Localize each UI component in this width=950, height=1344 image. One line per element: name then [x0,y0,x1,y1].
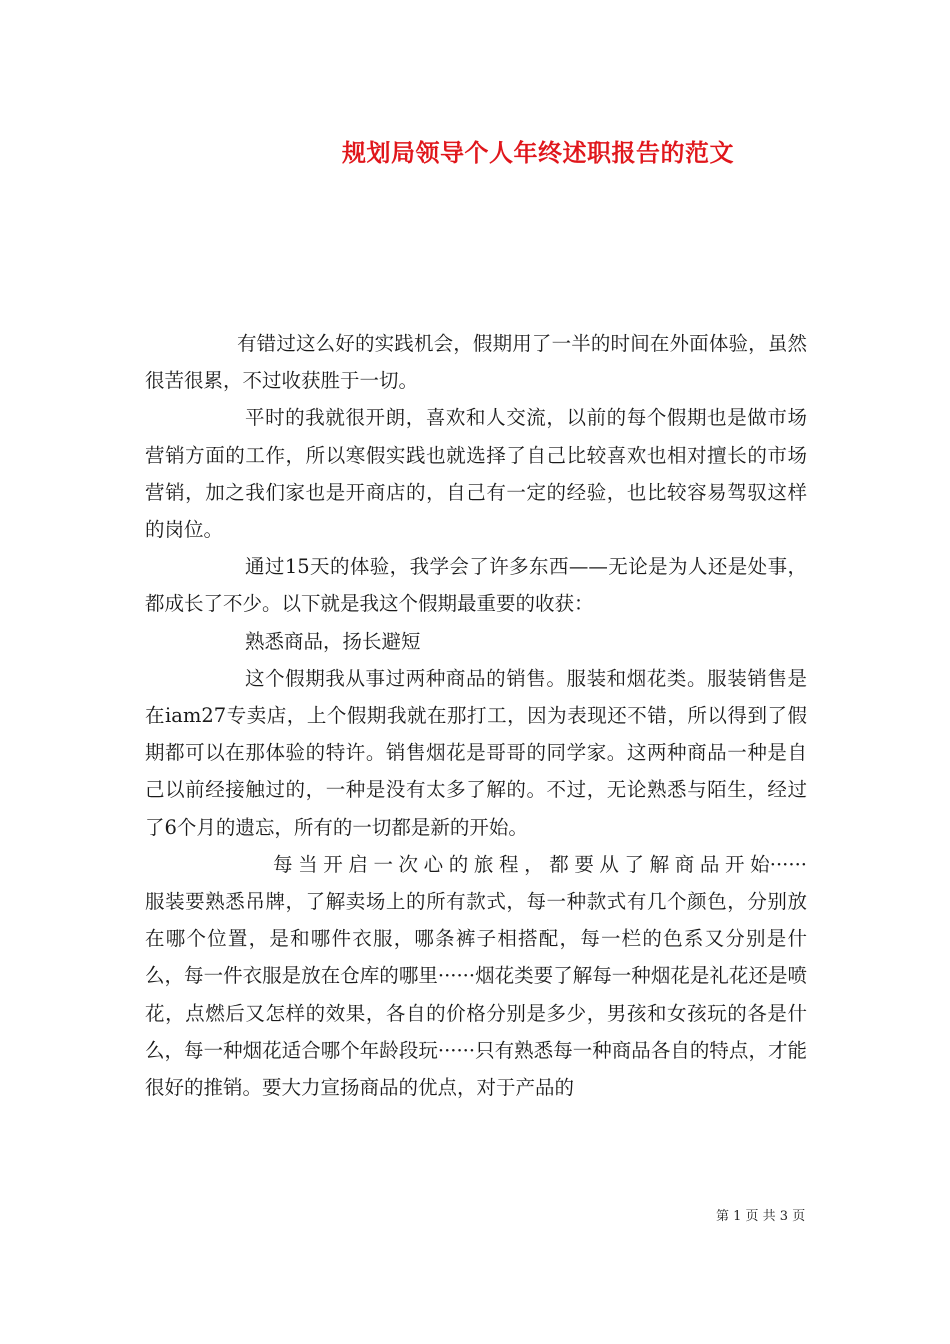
paragraph-3: 通过15天的体验，我学会了许多东西——无论是为人还是处事，都成长了不少。以下就是我这个假期最重要的收获： [145,555,807,616]
document-body [145,325,807,1106]
paragraph-4: 这个假期我从事过两种商品的销售。服装和烟花类。服装销售是在iam27专卖店，上个假期我就在那打工，因为表现还不错，所以得到了假期都可以在那体验的特许。销售烟花是哥哥的同学家。这两种商品一种是自己以前经接触过的，一种是没有太多了解的。不过，无论熟悉与陌生，经过了6个月的遗忘，所有的一切都是新的开始。 [145,666,807,839]
paragraph-1: 有错过这么好的实践机会，假期用了一半的时间在外面体验，虽然很苦很累，不过收获胜于一切。 [145,332,807,393]
section-heading: 熟悉商品，扬长避短 [245,629,421,653]
page-number-footer: 第 1 页 共 3 页 [716,1209,806,1224]
document-title: 规划局领导个人年终述职报告的范文 [342,138,734,167]
paragraph-5-rest: 始······服装要熟悉吊牌，了解卖场上的所有款式，每一种款式有几个颜色，分别放在哪个位置，是和哪件衣服，哪条裤子相搭配，每一栏的色系又分别是什么，每一件衣服是放在仓库的哪里······烟花类要了解每一种烟花是礼花还是喷花，点燃后又怎样的效果，各自的价格分别是多少，男孩和女孩玩的各是什么，每一种烟花适合哪个年龄段玩······只有熟悉每一种商品各自的特点，才能很好的推销。要大力宣扬商品的优点，对于产品的 [145,852,807,1100]
paragraph-2: 平时的我就很开朗，喜欢和人交流，以前的每个假期也是做市场营销方面的工作，所以寒假实践也就选择了自己比较喜欢也相对擅长的市场营销，加之我们家也是开商店的，自己有一定的经验，也比较容易驾驭这样的岗位。 [145,406,807,542]
paragraph-5 [145,846,807,1106]
paragraph-5-first-line: 每当开启一次心的旅程，都要从了解商品开 [273,852,751,876]
